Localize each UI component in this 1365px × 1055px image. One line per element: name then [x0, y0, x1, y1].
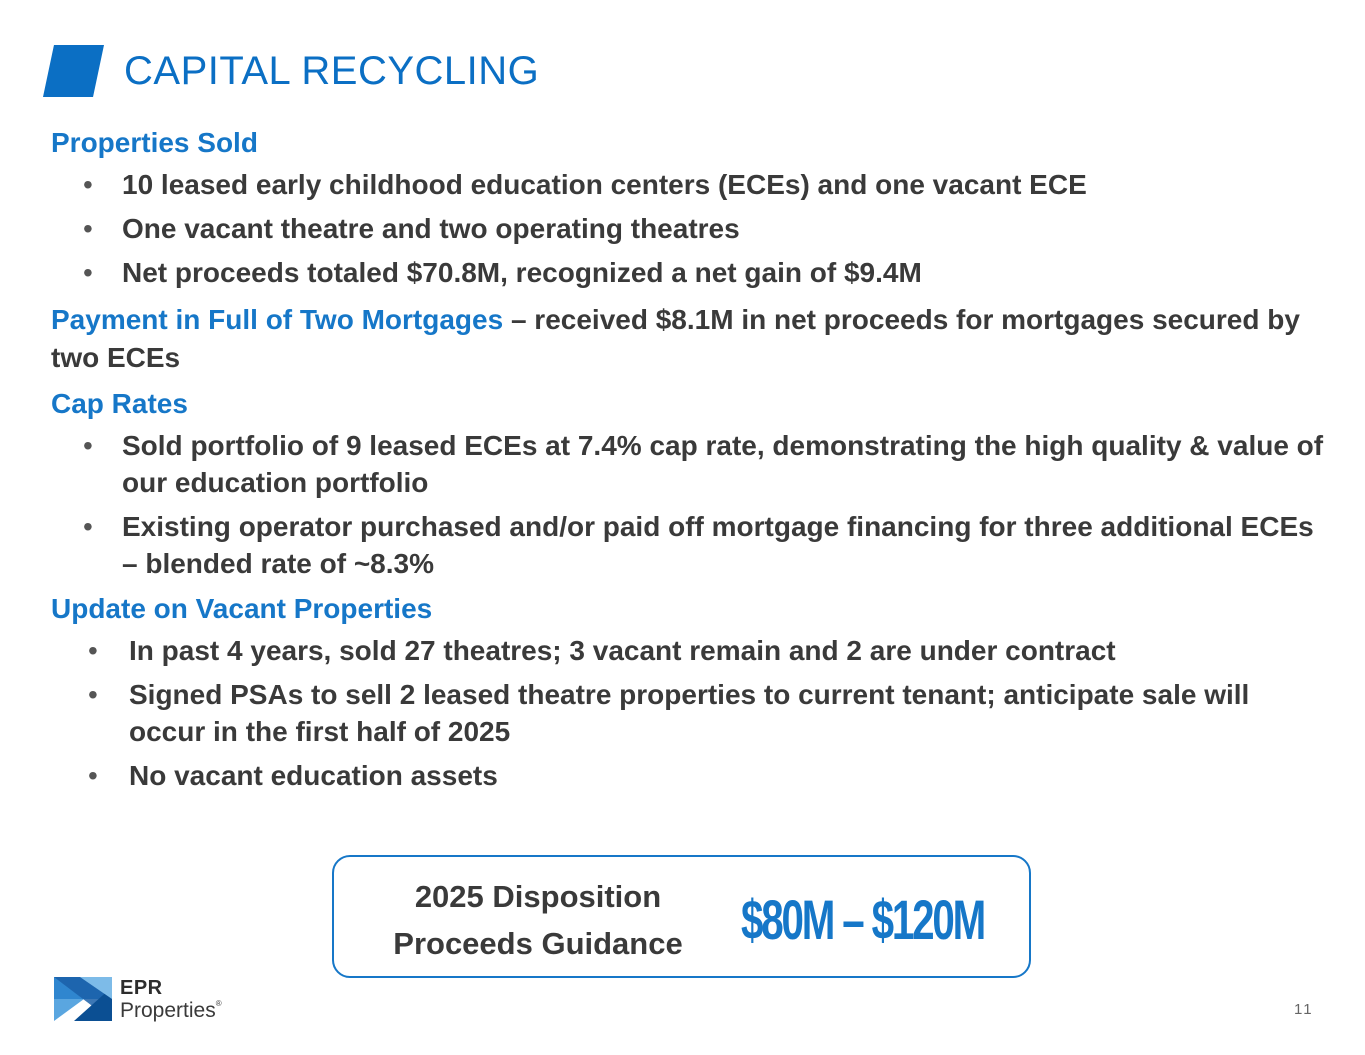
page-number: 11: [1294, 1001, 1314, 1018]
list-item: • Sold portfolio of 9 leased ECEs at 7.4% cap rate, demonstrating the high quality & value of our education portfolio: [51, 427, 1331, 501]
guidance-label: 2025 Disposition Proceeds Guidance: [393, 879, 683, 961]
vacant-properties-heading: Update on Vacant Properties: [51, 593, 433, 624]
page-title: CAPITAL RECYCLING: [124, 49, 540, 93]
slide-content: [51, 124, 1331, 801]
list-item: • Net proceeds totaled $70.8M, recognized a net gain of $9.4M: [51, 254, 1331, 291]
bullet-icon: •: [88, 760, 98, 791]
bullet-icon: •: [88, 635, 98, 666]
title-accent-block: [43, 45, 104, 97]
cap-rates-list: [51, 427, 1331, 582]
properties-sold-list: [51, 166, 1331, 291]
bullet-icon: •: [83, 169, 93, 200]
list-item: • One vacant theatre and two operating theatres: [51, 210, 1331, 247]
bullet-icon: •: [83, 511, 93, 542]
bullet-icon: •: [88, 679, 98, 710]
vacant-properties-list: [51, 632, 1331, 794]
cap-rates-heading: Cap Rates: [51, 388, 188, 419]
epr-logo-icon: [54, 977, 112, 1021]
mortgages-paragraph: [51, 301, 1331, 377]
bullet-icon: •: [83, 430, 93, 461]
logo-text-epr: EPR: [120, 977, 163, 999]
logo-text-properties: Properties®: [120, 999, 222, 1022]
guidance-value: $80M – $120M: [741, 888, 985, 951]
list-item: • Signed PSAs to sell 2 leased theatre properties to current tenant; anticipate sale will occur in the first half of 2025: [51, 676, 1331, 750]
bullet-icon: •: [83, 213, 93, 244]
guidance-callout: [332, 855, 1031, 978]
list-item: • No vacant education assets: [51, 757, 1331, 794]
company-logo: [54, 977, 274, 1025]
bullet-icon: •: [83, 257, 93, 288]
list-item: • 10 leased early childhood education centers (ECEs) and one vacant ECE: [51, 166, 1331, 203]
properties-sold-heading: Properties Sold: [51, 127, 258, 158]
mortgages-text: – received $8.1M in net proceeds for mortgages secured by two ECEs: [51, 304, 1300, 373]
list-item: • In past 4 years, sold 27 theatres; 3 vacant remain and 2 are under contract: [51, 632, 1331, 669]
mortgages-lead: Payment in Full of Two Mortgages: [51, 304, 504, 335]
list-item: • Existing operator purchased and/or paid off mortgage financing for three additional ECEs – blended rate of ~8.3%: [51, 508, 1331, 582]
